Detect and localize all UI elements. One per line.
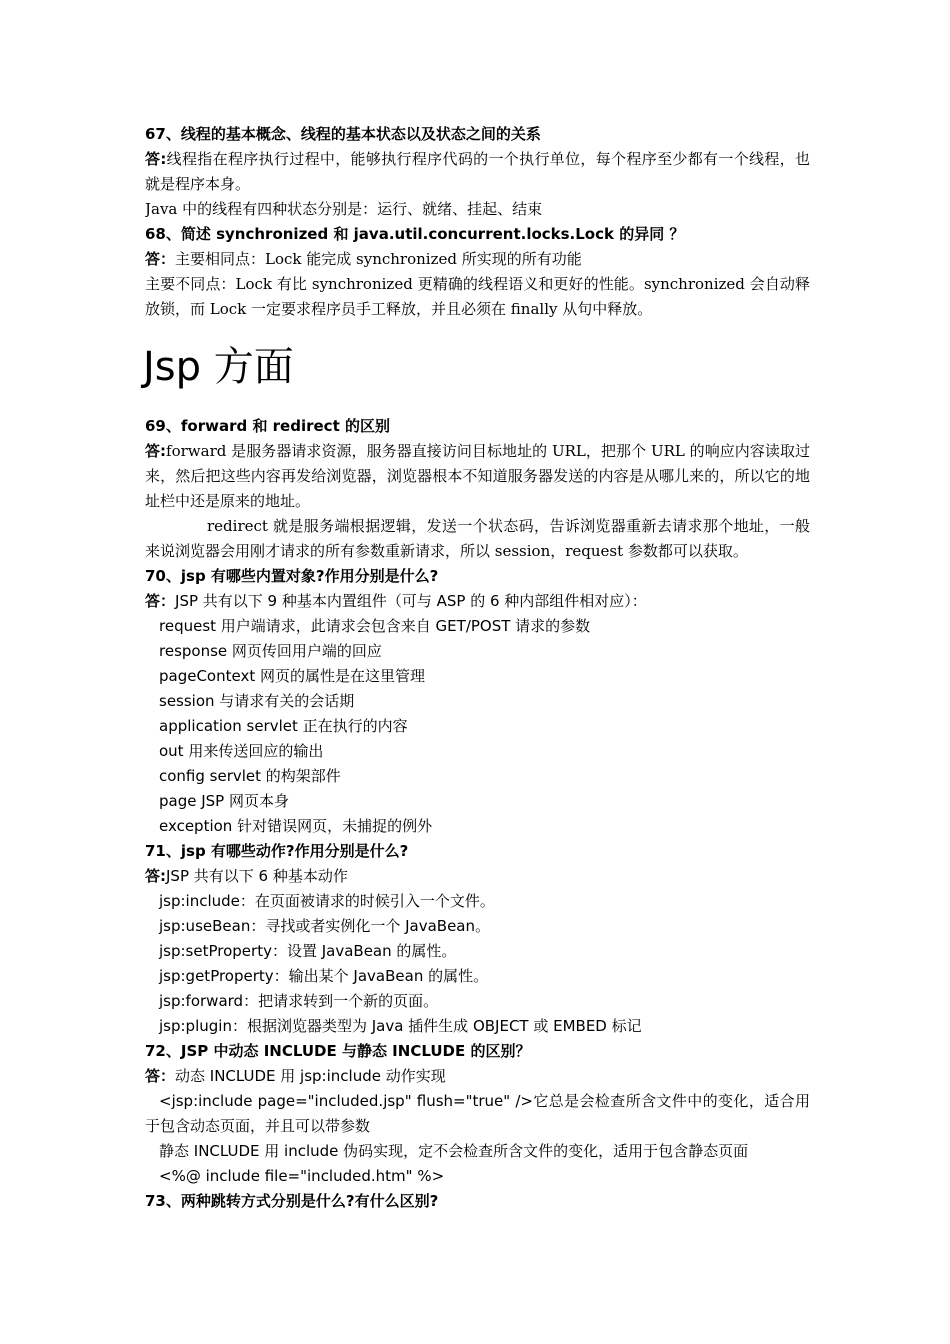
- q69-answer-label: 答:: [145, 442, 167, 460]
- q71-title: 71、jsp 有哪些动作?作用分别是什么?: [145, 842, 409, 860]
- q71-item: jsp:setProperty：设置 JavaBean 的属性。: [159, 942, 457, 960]
- q67-answer-label: 答:: [145, 150, 167, 168]
- q72-line2: <jsp:include page="included.jsp" flush="true" />它总是会检查所含文件中的变化，适合用于包含动态页面，并且可以带参数: [145, 1092, 810, 1135]
- q68-line2: 主要不同点：Lock 有比 synchronized 更精确的线程语义和更好的性能。synchronized 会自动释放锁，而 Lock 一定要求程序员手工释放，并且必须在 finally 从句中释放。: [145, 275, 810, 318]
- q71-item: jsp:getProperty：输出某个 JavaBean 的属性。: [159, 967, 489, 985]
- q69-answer: [145, 439, 810, 514]
- q68-answer: [145, 247, 810, 272]
- q70-answer-text: JSP 共有以下 9 种基本内置组件（可与 ASP 的 6 种内部组件相对应）：: [175, 592, 647, 610]
- q70-item: out 用来传送回应的输出: [159, 742, 324, 760]
- q72-title: 72、JSP 中动态 INCLUDE 与静态 INCLUDE 的区别？: [145, 1042, 531, 1060]
- q70-item: session 与请求有关的会话期: [159, 692, 355, 710]
- q71-answer-label: 答:: [145, 867, 166, 885]
- q70-item: response 网页传回用户端的回应: [159, 642, 382, 660]
- q67-answer-text: 线程指在程序执行过程中，能够执行程序代码的一个执行单位，每个程序至少都有一个线程，也就是程序本身。: [145, 150, 810, 193]
- q67-answer: [145, 147, 810, 197]
- q69-para2: redirect 就是服务端根据逻辑，发送一个状态码，告诉浏览器重新去请求那个地址，一般来说浏览器会用刚才请求的所有参数重新请求，所以 session，request 参数都可以获取。: [145, 517, 810, 560]
- q71-answer-text: JSP 共有以下 6 种基本动作: [166, 867, 348, 885]
- q70-item: config servlet 的构架部件: [159, 767, 341, 785]
- q71-item: jsp:include：在页面被请求的时候引入一个文件。: [159, 892, 495, 910]
- q73-title: 73、两种跳转方式分别是什么?有什么区别?: [145, 1192, 439, 1210]
- q67-title: 67、线程的基本概念、线程的基本状态以及状态之间的关系: [145, 125, 541, 143]
- section-heading: Jsp 方面: [143, 344, 294, 390]
- q71-item: jsp:useBean：寻找或者实例化一个 JavaBean。: [159, 917, 490, 935]
- q70-answer: [145, 589, 810, 614]
- q70-item: request 用户端请求，此请求会包含来自 GET/POST 请求的参数: [159, 617, 591, 635]
- q72-line3: 静态 INCLUDE 用 include 伪码实现，定不会检查所含文件的变化，适用于包含静态页面: [159, 1142, 749, 1160]
- q71-answer: [145, 864, 810, 889]
- q72-answer: [145, 1064, 810, 1089]
- q70-title: 70、jsp 有哪些内置对象?作用分别是什么?: [145, 567, 439, 585]
- q70-item: pageContext 网页的属性是在这里管理: [159, 667, 425, 685]
- q69-title: 69、forward 和 redirect 的区别: [145, 417, 390, 435]
- q71-item: jsp:forward：把请求转到一个新的页面。: [159, 992, 439, 1010]
- q68-answer-label: 答：: [145, 250, 176, 268]
- q70-item: page JSP 网页本身: [159, 792, 289, 810]
- q72-line4: <%@ include file="included.htm" %>: [159, 1167, 445, 1185]
- q70-answer-label: 答：: [145, 592, 176, 610]
- q68-title: 68、简述 synchronized 和 java.util.concurrent.locks.Lock 的异同 ？: [145, 225, 685, 243]
- q70-item: exception 针对错误网页，未捕捉的例外: [159, 817, 433, 835]
- q71-item: jsp:plugin：根据浏览器类型为 Java 插件生成 OBJECT 或 EMBED 标记: [159, 1017, 642, 1035]
- document-page: [145, 122, 810, 1214]
- q67-line2: Java 中的线程有四种状态分别是：运行、就绪、挂起、结束: [145, 200, 543, 218]
- q69-answer-text: forward 是服务器请求资源，服务器直接访问目标地址的 URL，把那个 URL 的响应内容读取过来，然后把这些内容再发给浏览器，浏览器根本不知道服务器发送的内容是从哪儿来的，所以它的地址栏中还是原来的地址。: [145, 442, 810, 510]
- q72-answer-label: 答：: [145, 1067, 176, 1085]
- q72-answer-text: 动态 INCLUDE 用 jsp:include 动作实现: [175, 1067, 446, 1085]
- q70-item: application servlet 正在执行的内容: [159, 717, 408, 735]
- q68-answer-text: 主要相同点：Lock 能完成 synchronized 所实现的所有功能: [175, 250, 582, 268]
